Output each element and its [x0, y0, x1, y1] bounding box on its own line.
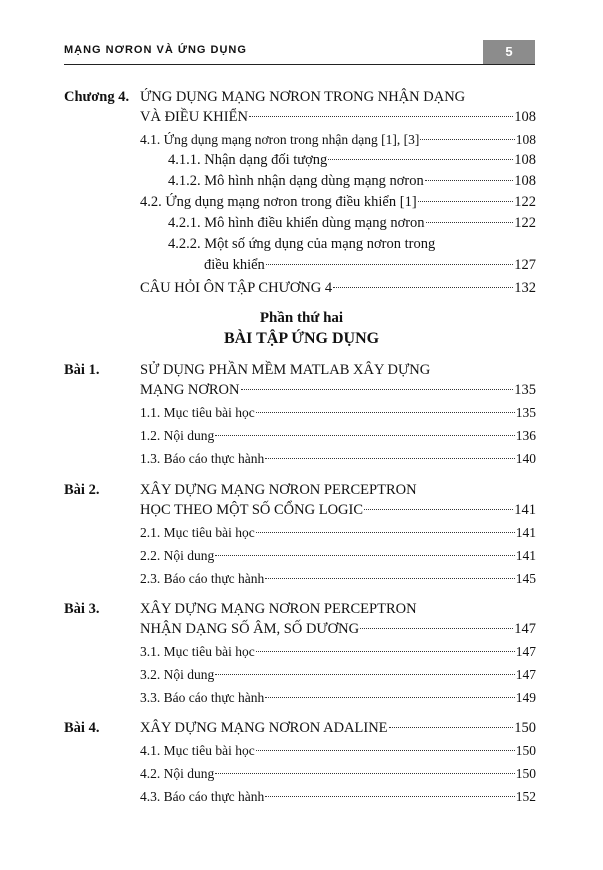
lesson-title-text: XÂY DỰNG MẠNG NƠRON ADALINE	[140, 720, 388, 736]
page-ref: 150	[515, 743, 536, 758]
entry-text: 4.2.2. Một số ứng dụng của mạng nơron trong	[168, 236, 436, 252]
entry-text: 2.3. Báo cáo thực hành	[140, 571, 265, 586]
toc-entry[interactable]	[140, 524, 536, 542]
toc-entry[interactable]	[168, 151, 536, 169]
dot-leader	[215, 674, 515, 675]
lesson-label: Bài 3.	[64, 601, 100, 617]
toc-entry[interactable]	[140, 719, 536, 737]
dot-leader	[249, 116, 513, 117]
running-header	[64, 40, 535, 65]
page-ref: 147	[515, 667, 536, 682]
entry-text: 1.3. Báo cáo thực hành	[140, 451, 265, 466]
entry-text: 2.2. Nội dung	[140, 548, 215, 563]
toc-entry[interactable]	[140, 788, 536, 806]
dot-leader	[215, 555, 515, 556]
chapter-title-text-2: VÀ ĐIỀU KHIỂN	[140, 109, 248, 125]
lesson-label: Bài 4.	[64, 720, 100, 736]
page-ref: 150	[515, 766, 536, 781]
toc-entry[interactable]	[168, 214, 536, 232]
page-ref: 152	[515, 789, 536, 804]
dot-leader	[418, 201, 514, 202]
toc-entry[interactable]	[140, 765, 536, 783]
entry-text: 1.1. Mục tiêu bài học	[140, 405, 255, 420]
page-ref: 108	[514, 173, 536, 189]
entry-text: 4.2. Nội dung	[140, 766, 215, 781]
page-ref: 132	[514, 280, 536, 296]
lesson-label: Bài 2.	[64, 482, 100, 498]
toc-entry[interactable]	[140, 689, 536, 707]
page-ref: 122	[514, 194, 536, 210]
toc-entry[interactable]	[140, 279, 536, 297]
dot-leader	[266, 264, 513, 265]
lesson-title-line1	[140, 361, 536, 379]
entry-text: CÂU HỎI ÔN TẬP CHƯƠNG 4	[140, 280, 333, 296]
dot-leader	[360, 628, 513, 629]
entry-text: 4.1. Ứng dụng mạng nơron trong nhận dạng [1], [3]	[140, 132, 420, 147]
dot-leader	[265, 458, 514, 459]
toc-entry[interactable]	[140, 450, 536, 468]
entry-text: 3.3. Báo cáo thực hành	[140, 690, 265, 705]
lesson-title-text: XÂY DỰNG MẠNG NƠRON PERCEPTRON	[140, 482, 417, 498]
page-ref: 140	[515, 451, 536, 466]
lesson-title-text-2: HỌC THEO MỘT SỐ CỔNG LOGIC	[140, 502, 364, 518]
toc-entry[interactable]	[140, 620, 536, 638]
page-ref: 147	[515, 644, 536, 659]
entry-text: 4.1.1. Nhận dạng đối tượng	[168, 152, 328, 168]
toc-entry[interactable]	[140, 404, 536, 422]
toc-entry[interactable]	[140, 131, 536, 149]
entry-text: 2.1. Mục tiêu bài học	[140, 525, 255, 540]
toc-entry[interactable]	[140, 666, 536, 684]
dot-leader	[256, 412, 515, 413]
lesson-title-line1	[140, 600, 536, 618]
toc-entry[interactable]	[140, 501, 536, 519]
toc-entry[interactable]	[140, 643, 536, 661]
entry-text: 4.2. Ứng dụng mạng nơron trong điều khiển [1]	[140, 194, 417, 210]
dot-leader	[265, 796, 514, 797]
entry-text: 4.2.1. Mô hình điều khiển dùng mạng nơron	[168, 215, 425, 231]
page-ref: 150	[514, 720, 536, 736]
entry-text: điều khiển	[204, 257, 265, 273]
lesson-title-text-2: NHẬN DẠNG SỐ ÂM, SỐ DƯƠNG	[140, 621, 360, 637]
toc-entry[interactable]	[168, 172, 536, 190]
toc-entry[interactable]	[140, 427, 536, 445]
part-heading: Phần thứ hai	[259, 310, 344, 326]
entry-text: 3.1. Mục tiêu bài học	[140, 644, 255, 659]
page-ref: 149	[515, 690, 536, 705]
lesson-title-text: XÂY DỰNG MẠNG NƠRON PERCEPTRON	[140, 601, 417, 617]
toc-entry[interactable]	[140, 108, 536, 126]
header-title: MẠNG NƠRON VÀ ỨNG DỤNG	[64, 44, 247, 56]
chapter-title-text: ỨNG DỤNG MẠNG NƠRON TRONG NHẬN DẠNG	[140, 89, 466, 105]
chapter-title-line1	[140, 88, 536, 106]
dot-leader	[256, 651, 515, 652]
chapter-label: Chương 4.	[64, 89, 130, 105]
page-ref: 122	[514, 215, 536, 231]
entry-text: 4.1.2. Mô hình nhận dạng dùng mạng nơron	[168, 173, 424, 189]
dot-leader	[265, 578, 514, 579]
page-number-badge: 5	[483, 40, 535, 64]
dot-leader	[256, 750, 515, 751]
toc-entry-line1[interactable]	[168, 235, 536, 253]
dot-leader	[265, 697, 514, 698]
page-ref: 141	[515, 525, 536, 540]
dot-leader	[425, 180, 513, 181]
dot-leader	[333, 287, 513, 288]
dot-leader	[426, 222, 514, 223]
page-ref: 147	[514, 621, 536, 637]
dot-leader	[389, 727, 514, 728]
dot-leader	[215, 773, 515, 774]
part-title: BÀI TẬP ỨNG DỤNG	[223, 330, 380, 347]
entry-text: 3.2. Nội dung	[140, 667, 215, 682]
dot-leader	[420, 139, 514, 140]
dot-leader	[241, 389, 514, 390]
toc-entry[interactable]	[140, 547, 536, 565]
dot-leader	[328, 159, 513, 160]
dot-leader	[215, 435, 515, 436]
entry-text: 4.3. Báo cáo thực hành	[140, 789, 265, 804]
toc-entry[interactable]	[204, 256, 536, 274]
page-ref: 145	[515, 571, 536, 586]
page-ref: 108	[514, 109, 536, 125]
toc-entry[interactable]	[140, 381, 536, 399]
toc-entry[interactable]	[140, 193, 536, 211]
entry-text: 4.1. Mục tiêu bài học	[140, 743, 255, 758]
toc-entry[interactable]	[140, 570, 536, 588]
page-ref: 136	[515, 428, 536, 443]
dot-leader	[364, 509, 513, 510]
lesson-label: Bài 1.	[64, 362, 100, 378]
lesson-title-text: SỬ DỤNG PHẦN MỀM MATLAB XÂY DỰNG	[140, 362, 431, 378]
page-ref: 135	[514, 382, 536, 398]
page-ref: 127	[514, 257, 536, 273]
dot-leader	[256, 532, 515, 533]
lesson-title-line1	[140, 481, 536, 499]
toc-entry[interactable]	[140, 742, 536, 760]
page-ref: 135	[515, 405, 536, 420]
lesson-title-text-2: MẠNG NƠRON	[140, 382, 240, 398]
page-ref: 141	[515, 548, 536, 563]
page-ref: 141	[514, 502, 536, 518]
page-ref: 108	[514, 152, 536, 168]
entry-text: 1.2. Nội dung	[140, 428, 215, 443]
page-ref: 108	[515, 132, 536, 147]
